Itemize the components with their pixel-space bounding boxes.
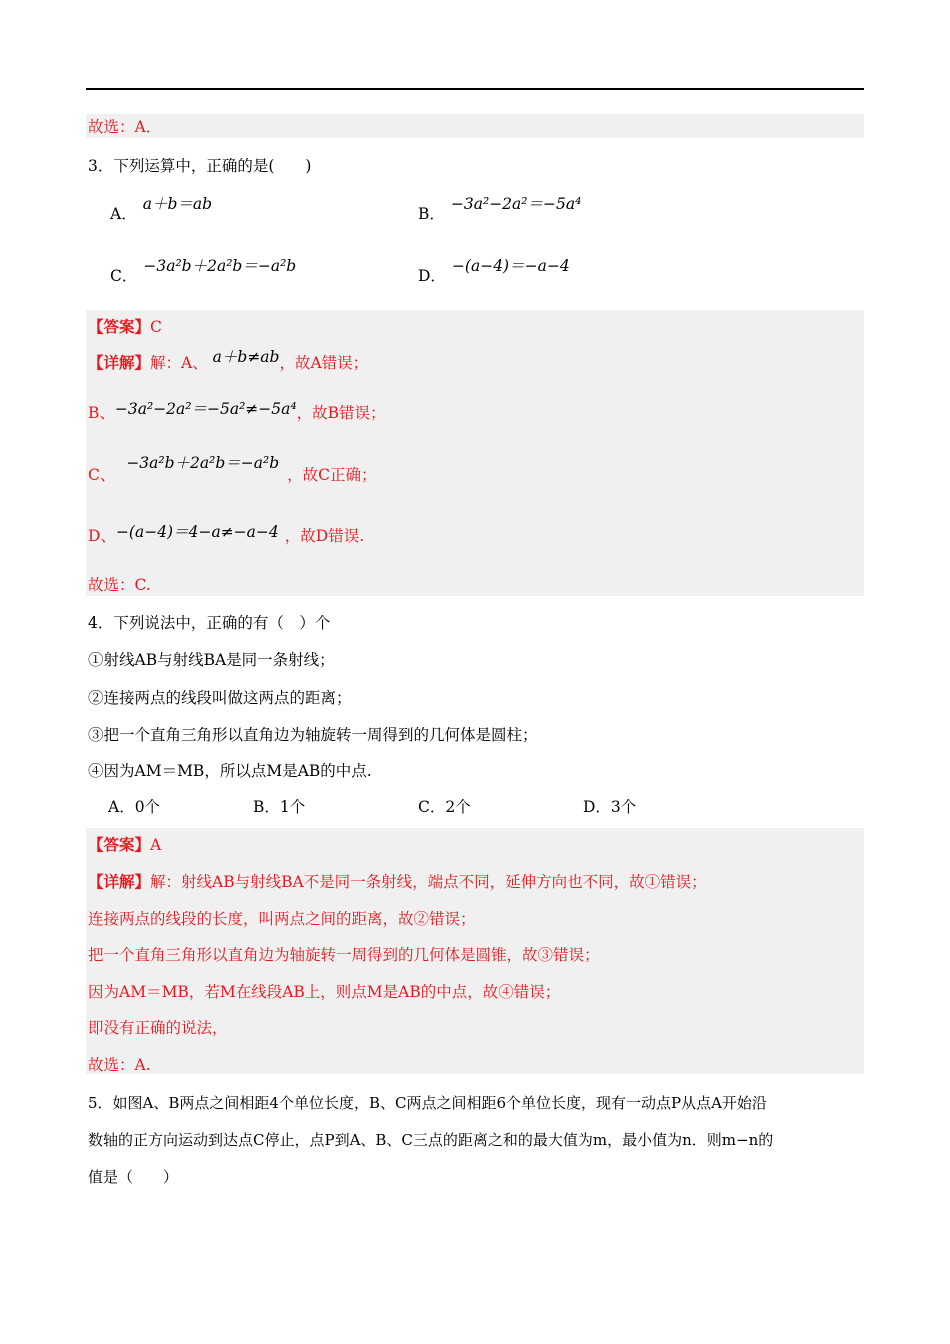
option-expr: −(a−4)＝−a−4: [451, 257, 570, 275]
detail-pre: B、: [88, 404, 115, 422]
q4-option-b: B．1个: [253, 798, 306, 816]
q4-detail-2: 连接两点的线段的长度，叫两点之间的距离，故②错误；: [88, 910, 476, 928]
q5-line-1: 5．如图A、B两点之间相距4个单位长度，B、C两点之间相距6个单位长度，现有一动点P从点A开始沿: [88, 1094, 767, 1112]
q3-detail-b: [88, 400, 386, 423]
q5-line-3: 值是（ ）: [88, 1168, 179, 1186]
detail-math: −3a²b＋2a²b＝−a²b: [126, 454, 280, 472]
q3-option-b: [418, 195, 582, 224]
q3-detail-d: [88, 523, 365, 546]
q4-option-a: A．0个: [108, 798, 161, 816]
answer-tag: 【答案】: [88, 835, 151, 854]
q3-stem: 3．下列运算中，正确的是( ): [88, 157, 312, 175]
answer-box: [86, 114, 864, 138]
prev-conclusion: 故选：A．: [88, 118, 162, 136]
q4-stem: 4．下列说法中，正确的有（ ）个: [88, 614, 331, 632]
detail-tag: 【详解】: [88, 872, 151, 891]
q4-statement-3: ③把一个直角三角形以直角边为轴旋转一周得到的几何体是圆柱；: [88, 726, 538, 744]
option-label: B．: [418, 205, 445, 223]
q4-option-c: C．2个: [418, 798, 471, 816]
option-label: A．: [110, 205, 137, 223]
detail-post: ，故D错误.: [284, 527, 365, 545]
detail-math: a＋b≠ab: [212, 348, 280, 366]
detail-post: ，故B错误；: [296, 404, 386, 422]
q4-answer: [88, 835, 161, 855]
q4-statement-1: ①射线AB与射线BA是同一条射线；: [88, 651, 335, 669]
q4-detail-4: 因为AM＝MB，若M在线段AB上，则点M是AB的中点，故④错误；: [88, 983, 561, 1001]
q4-detail-1: [88, 872, 707, 892]
header-rule: [86, 88, 864, 90]
answer-value: C: [150, 318, 162, 336]
detail-pre: C、: [88, 466, 116, 484]
option-expr: a＋b＝ab: [142, 195, 213, 213]
q4-conclusion: 故选：A.: [88, 1056, 151, 1074]
detail-tag: 【详解】: [88, 353, 151, 372]
detail-math: −3a²−2a²＝−5a²≠−5a⁴: [114, 400, 297, 418]
q3-option-a: [110, 195, 213, 224]
detail-pre: D、: [88, 527, 116, 545]
q3-conclusion: 故选：C.: [88, 576, 151, 594]
option-expr: −3a²−2a²＝−5a⁴: [450, 195, 582, 213]
answer-tag: 【答案】: [88, 317, 151, 336]
detail-text: 解：射线AB与射线BA不是同一条射线，端点不同，延伸方向也不同，故①错误；: [150, 873, 707, 891]
option-label: C．: [110, 267, 138, 285]
q4-detail-5: 即没有正确的说法，: [88, 1019, 228, 1037]
q4-detail-3: 把一个直角三角形以直角边为轴旋转一周得到的几何体是圆锥，故③错误；: [88, 946, 600, 964]
q3-detail-c: [88, 454, 377, 485]
option-label: D．: [418, 267, 446, 285]
q3-option-c: [110, 257, 297, 286]
detail-post: ，故A错误；: [279, 354, 369, 372]
q5-line-2: 数轴的正方向运动到达点C停止，点P到A、B、C三点的距离之和的最大值为m，最小值为n．则m−n的: [88, 1131, 774, 1149]
option-expr: −3a²b＋2a²b＝−a²b: [143, 257, 297, 275]
q4-statement-2: ②连接两点的线段叫做这两点的距离；: [88, 689, 352, 707]
q3-detail-a: [88, 348, 369, 373]
detail-pre: 解：A、: [150, 354, 208, 372]
q3-answer: [88, 317, 162, 337]
detail-math: −(a−4)＝4−a≠−a−4: [115, 523, 279, 541]
answer-value: A: [150, 836, 162, 854]
detail-post: ，故C正确；: [287, 466, 377, 484]
q3-option-d: [418, 257, 570, 286]
q4-statement-4: ④因为AM＝MB，所以点M是AB的中点.: [88, 762, 372, 780]
q4-option-d: D．3个: [583, 798, 637, 816]
